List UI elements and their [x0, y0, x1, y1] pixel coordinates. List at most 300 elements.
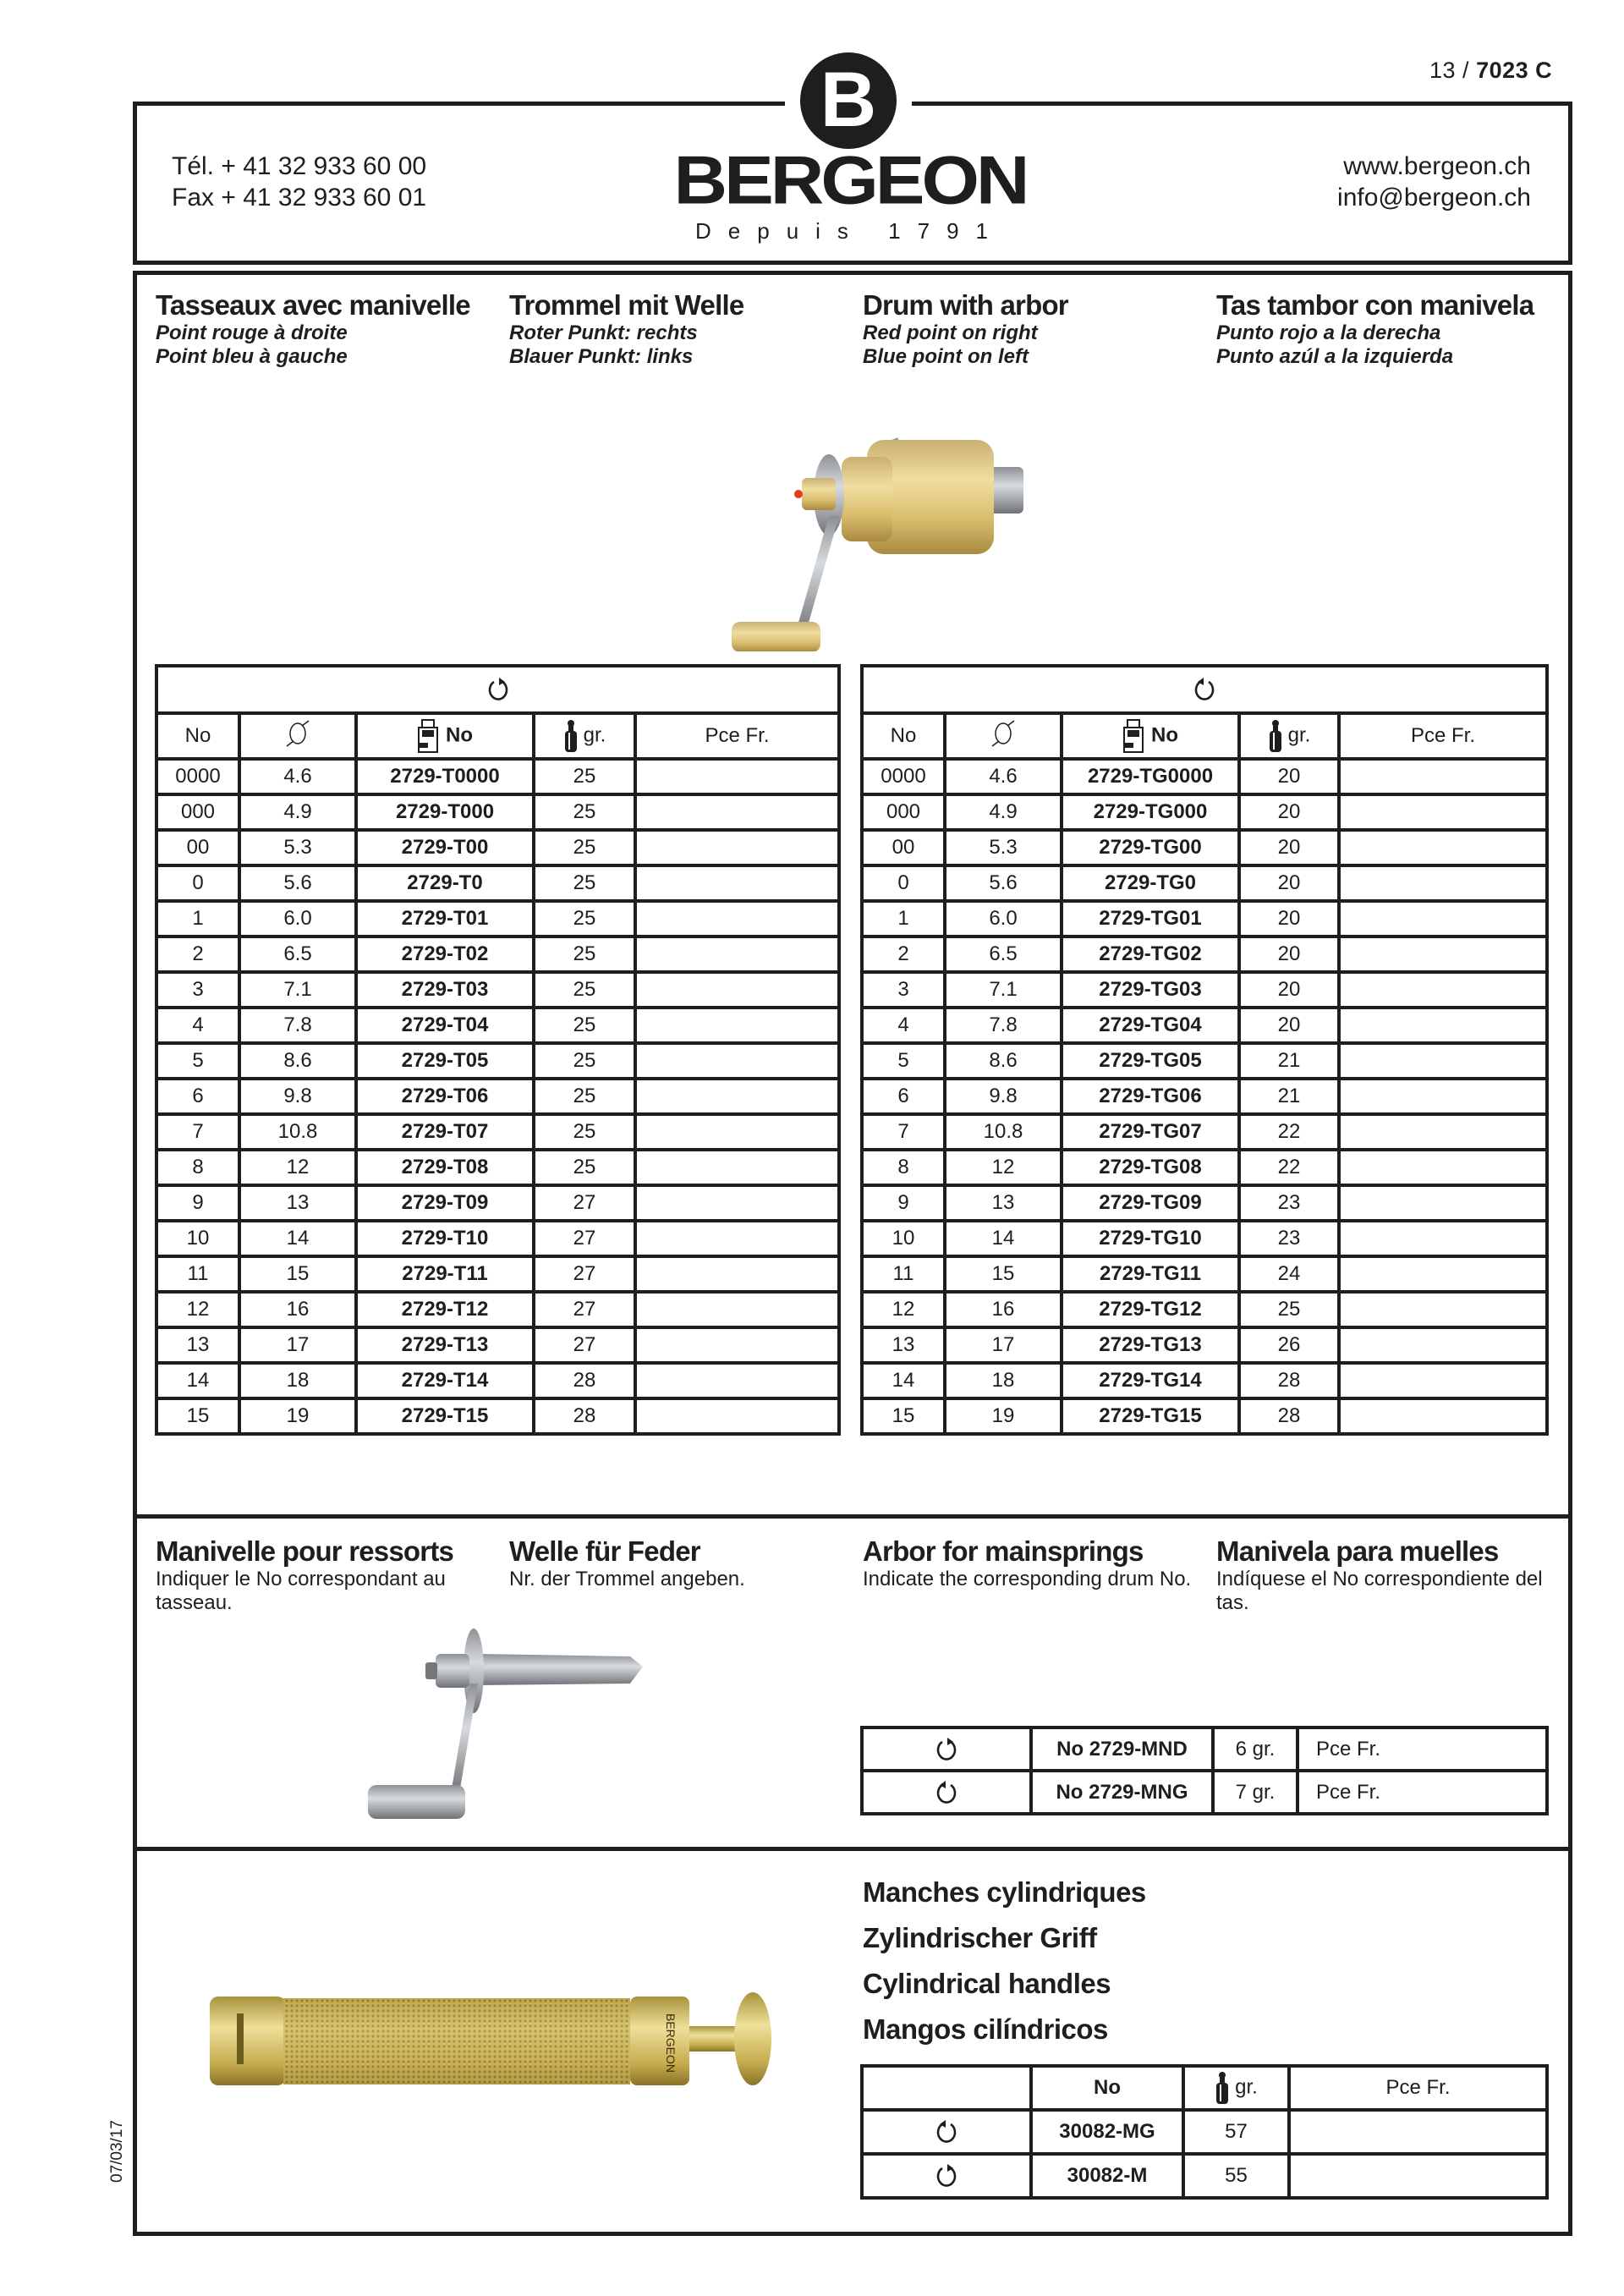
cylindrical-handle-image: [203, 1988, 795, 2106]
price-cell[interactable]: [1339, 865, 1547, 901]
diameter-value: 7.1: [239, 972, 356, 1008]
header-diameter: [239, 713, 356, 759]
weight-value: 25: [534, 937, 635, 972]
weight-value: 55: [1183, 2154, 1289, 2198]
weight-value: 20: [1239, 1008, 1339, 1043]
weight-value: 25: [534, 1043, 635, 1079]
section2-title-es: Manivela para muelles: [1216, 1535, 1499, 1567]
row-no: 5: [862, 1043, 945, 1079]
weight-value: 28: [534, 1363, 635, 1398]
row-no: 14: [862, 1363, 945, 1398]
table-row: [862, 794, 1547, 830]
article-code: 2729-T12: [356, 1292, 534, 1327]
row-no: 3: [156, 972, 239, 1008]
weight-value: 27: [534, 1221, 635, 1256]
table-row: [862, 972, 1547, 1008]
weight-value: 27: [534, 1185, 635, 1221]
price-cell[interactable]: [1339, 972, 1547, 1008]
price-cell[interactable]: Pce Fr.: [1298, 1727, 1547, 1771]
contact-web-block: [1337, 151, 1531, 213]
table-row: [156, 1079, 839, 1114]
price-cell[interactable]: Pce Fr.: [1298, 1771, 1547, 1814]
table-row: [156, 937, 839, 972]
article-code: 2729-TG0: [1062, 865, 1239, 901]
weight-value: 20: [1239, 937, 1339, 972]
article-code: 2729-TG000: [1062, 794, 1239, 830]
section2-title-de: Welle für Feder: [509, 1535, 700, 1567]
table-row: [156, 972, 839, 1008]
email-link[interactable]: info@bergeon.ch: [1337, 184, 1531, 211]
weight-value: 25: [1239, 1292, 1339, 1327]
section1-col-es: [1216, 289, 1533, 369]
section1-line1-fr: Point rouge à droite: [156, 321, 348, 344]
article-code: 2729-T0: [356, 865, 534, 901]
section3-title-es: Mangos cilíndricos: [863, 2013, 1108, 2045]
diameter-value: 12: [239, 1150, 356, 1185]
price-cell[interactable]: [1339, 759, 1547, 794]
price-cell[interactable]: [1339, 901, 1547, 937]
diameter-icon: [989, 719, 1018, 748]
article-code: 2729-T11: [356, 1256, 534, 1292]
diameter-value: 10.8: [239, 1114, 356, 1150]
header-article-no: [1062, 713, 1239, 759]
fax-number: Fax + 41 32 933 60 01: [172, 184, 427, 211]
article-code: 2729-TG02: [1062, 937, 1239, 972]
price-cell[interactable]: [635, 1150, 839, 1185]
direction-cell: [862, 1771, 1031, 1814]
article-code: 2729-TG11: [1062, 1256, 1239, 1292]
price-cell[interactable]: [635, 759, 839, 794]
price-cell[interactable]: [635, 1221, 839, 1256]
weight-value: 23: [1239, 1221, 1339, 1256]
drum-table-clockwise: [155, 664, 841, 1436]
table-row: [156, 1398, 839, 1434]
weight-icon: [563, 719, 579, 753]
header-price: Pce Fr.: [635, 713, 839, 759]
diameter-value: 4.9: [239, 794, 356, 830]
header-weight-label: gr.: [1287, 723, 1311, 747]
row-no: 000: [156, 794, 239, 830]
weight-value: 57: [1183, 2110, 1289, 2154]
header-diameter: [945, 713, 1062, 759]
diameter-value: 7.1: [945, 972, 1062, 1008]
table-title-row: [156, 666, 839, 713]
price-cell[interactable]: [1339, 1150, 1547, 1185]
weight-value: 6 gr.: [1213, 1727, 1298, 1771]
diameter-value: 17: [239, 1327, 356, 1363]
price-cell[interactable]: [1339, 830, 1547, 865]
section1-col-fr: [156, 289, 470, 369]
article-code: 2729-T02: [356, 937, 534, 972]
article-code: 2729-T0000: [356, 759, 534, 794]
article-code: 2729-T000: [356, 794, 534, 830]
price-cell[interactable]: [1339, 1256, 1547, 1292]
price-cell[interactable]: [1339, 937, 1547, 972]
table-row: [862, 2154, 1547, 2198]
weight-icon: [1215, 2071, 1230, 2105]
table-row: [862, 937, 1547, 972]
diameter-value: 19: [239, 1398, 356, 1434]
diameter-value: 6.0: [239, 901, 356, 937]
row-no: 2: [156, 937, 239, 972]
header-no: No: [156, 713, 239, 759]
table-row: [156, 1292, 839, 1327]
row-no: 14: [156, 1363, 239, 1398]
row-no: 9: [862, 1185, 945, 1221]
row-no: 12: [862, 1292, 945, 1327]
weight-value: 23: [1239, 1185, 1339, 1221]
phone-number: Tél. + 41 32 933 60 00: [172, 152, 427, 180]
weight-value: 25: [534, 759, 635, 794]
section3-title-en: Cylindrical handles: [863, 1968, 1111, 1999]
diameter-value: 6.5: [945, 937, 1062, 972]
counterclockwise-arrow-icon: [935, 1780, 958, 1805]
article-code: 2729-T04: [356, 1008, 534, 1043]
article-code: 30082-M: [1031, 2154, 1183, 2198]
weight-value: 25: [534, 1008, 635, 1043]
weight-value: 27: [534, 1256, 635, 1292]
row-no: 6: [862, 1079, 945, 1114]
diameter-value: 5.3: [239, 830, 356, 865]
weight-value: 28: [1239, 1363, 1339, 1398]
counterclockwise-arrow-icon: [935, 2119, 958, 2145]
diameter-value: 7.8: [239, 1008, 356, 1043]
diameter-value: 4.6: [945, 759, 1062, 794]
counterclockwise-arrow-icon: [1193, 677, 1216, 702]
price-cell[interactable]: [1339, 1292, 1547, 1327]
table-row: [156, 1114, 839, 1150]
article-code: 2729-TG08: [1062, 1150, 1239, 1185]
table-row: [862, 1398, 1547, 1434]
diameter-value: 7.8: [945, 1008, 1062, 1043]
row-no: 7: [862, 1114, 945, 1150]
section2-title-en: Arbor for mainsprings: [863, 1535, 1144, 1567]
section1-title-de: Trommel mit Welle: [509, 289, 744, 321]
price-cell[interactable]: [635, 865, 839, 901]
header-price: Pce Fr.: [1289, 2066, 1547, 2110]
row-no: 1: [156, 901, 239, 937]
article-code: 2729-TG0000: [1062, 759, 1239, 794]
diameter-value: 18: [945, 1363, 1062, 1398]
row-no: 1: [862, 901, 945, 937]
price-cell[interactable]: [1339, 1221, 1547, 1256]
header-price: Pce Fr.: [1339, 713, 1547, 759]
price-cell[interactable]: [635, 1256, 839, 1292]
row-no: 13: [862, 1327, 945, 1363]
direction-cell: [862, 2154, 1031, 2198]
section-divider: [133, 1847, 1572, 1851]
price-cell[interactable]: [1339, 1043, 1547, 1079]
diameter-value: 13: [239, 1185, 356, 1221]
table-row: [862, 901, 1547, 937]
diameter-value: 4.6: [239, 759, 356, 794]
diameter-value: 14: [239, 1221, 356, 1256]
section1-line1-de: Roter Punkt: rechts: [509, 321, 698, 344]
diameter-value: 16: [945, 1292, 1062, 1327]
weight-value: 20: [1239, 972, 1339, 1008]
header-weight: [1183, 2066, 1289, 2110]
table-row: [156, 759, 839, 794]
header-article-no: [356, 713, 534, 759]
price-cell[interactable]: [635, 901, 839, 937]
table-row: [862, 830, 1547, 865]
price-cell[interactable]: [635, 1008, 839, 1043]
price-cell[interactable]: [635, 1363, 839, 1398]
weight-value: 21: [1239, 1079, 1339, 1114]
section1-line2-en: Blue point on left: [863, 345, 1029, 368]
section2-col-en: [863, 1535, 1201, 1591]
section1-line1-en: Red point on right: [863, 321, 1038, 344]
price-cell[interactable]: [635, 1398, 839, 1434]
direction-cell: [862, 666, 1547, 713]
price-cell[interactable]: [1339, 1363, 1547, 1398]
weight-value: 25: [534, 1079, 635, 1114]
article-code: 2729-T09: [356, 1185, 534, 1221]
article-code: 2729-TG10: [1062, 1221, 1239, 1256]
article-code: 2729-T14: [356, 1363, 534, 1398]
row-no: 8: [862, 1150, 945, 1185]
article-code: 2729-T05: [356, 1043, 534, 1079]
table-row: [862, 1043, 1547, 1079]
row-no: 0: [156, 865, 239, 901]
weight-value: 26: [1239, 1327, 1339, 1363]
article-code: No 2729-MND: [1031, 1727, 1213, 1771]
table-row: [862, 1363, 1547, 1398]
article-code: 2729-T03: [356, 972, 534, 1008]
table-row: [862, 1008, 1547, 1043]
section2-text-de: Nr. der Trommel angeben.: [509, 1568, 745, 1590]
article-code: 2729-TG06: [1062, 1079, 1239, 1114]
article-code: 30082-MG: [1031, 2110, 1183, 2154]
diameter-value: 12: [945, 1150, 1062, 1185]
row-no: 00: [862, 830, 945, 865]
diameter-value: 9.8: [239, 1079, 356, 1114]
row-no: 7: [156, 1114, 239, 1150]
weight-value: 25: [534, 972, 635, 1008]
row-no: 12: [156, 1292, 239, 1327]
diameter-icon: [283, 719, 312, 748]
header-no: No: [862, 713, 945, 759]
arbor-for-mainsprings-image: [351, 1616, 656, 1836]
row-no: 15: [862, 1398, 945, 1434]
price-cell[interactable]: [1339, 1114, 1547, 1150]
diameter-value: 10.8: [945, 1114, 1062, 1150]
price-cell[interactable]: [635, 1043, 839, 1079]
weight-value: 27: [534, 1327, 635, 1363]
print-date: 07/03/17: [108, 2120, 126, 2183]
weight-value: 20: [1239, 794, 1339, 830]
logo-letter: B: [820, 57, 877, 143]
weight-value: 20: [1239, 759, 1339, 794]
section1-title-fr: Tasseaux avec manivelle: [156, 289, 470, 321]
clockwise-arrow-icon: [486, 677, 510, 702]
weight-value: 20: [1239, 830, 1339, 865]
diameter-value: 18: [239, 1363, 356, 1398]
article-code: No 2729-MNG: [1031, 1771, 1213, 1814]
weight-value: 28: [1239, 1398, 1339, 1434]
price-cell[interactable]: [1289, 2154, 1547, 2198]
table-row: [862, 2110, 1547, 2154]
table-row: [156, 1221, 839, 1256]
article-code: 2729-T15: [356, 1398, 534, 1434]
table-row: [156, 1008, 839, 1043]
website-link[interactable]: www.bergeon.ch: [1343, 152, 1531, 180]
article-code: 2729-TG04: [1062, 1008, 1239, 1043]
row-no: 000: [862, 794, 945, 830]
table-row: [156, 1256, 839, 1292]
brand-tagline: Depuis 1791: [695, 218, 1005, 244]
article-code: 2729-TG09: [1062, 1185, 1239, 1221]
table-row: [156, 794, 839, 830]
table-row: [156, 1043, 839, 1079]
header-weight-label: gr.: [583, 723, 606, 747]
header-weight: [1239, 713, 1339, 759]
table-header-row: [862, 2066, 1547, 2110]
weight-value: 22: [1239, 1150, 1339, 1185]
table-row: [862, 1327, 1547, 1363]
price-cell[interactable]: [1339, 1398, 1547, 1434]
table-row: [156, 865, 839, 901]
section1-line2-fr: Point bleu à gauche: [156, 345, 348, 368]
price-cell[interactable]: [635, 1079, 839, 1114]
price-cell[interactable]: [1339, 1079, 1547, 1114]
section2-col-es: [1216, 1535, 1555, 1615]
table-header-row: [156, 713, 839, 759]
article-code: 2729-TG12: [1062, 1292, 1239, 1327]
section2-text-es: Indíquese el No correspondiente del tas.: [1216, 1568, 1543, 1614]
article-code: 2729-TG05: [1062, 1043, 1239, 1079]
page-number: 13 /: [1429, 58, 1470, 83]
table-row: [862, 1185, 1547, 1221]
row-no: 4: [156, 1008, 239, 1043]
table-row: [156, 830, 839, 865]
article-code: 2729-T08: [356, 1150, 534, 1185]
header-no: No: [1031, 2066, 1183, 2110]
article-code: 2729-TG07: [1062, 1114, 1239, 1150]
row-no: 9: [156, 1185, 239, 1221]
article-code: 2729-TG15: [1062, 1398, 1239, 1434]
article-code: 2729-T07: [356, 1114, 534, 1150]
header-weight: [534, 713, 635, 759]
weight-value: 25: [534, 830, 635, 865]
price-cell[interactable]: [1339, 1008, 1547, 1043]
page-reference: [1429, 58, 1552, 84]
price-cell[interactable]: [635, 937, 839, 972]
row-no: 5: [156, 1043, 239, 1079]
table-header-row: [862, 713, 1547, 759]
article-code: 2729-T01: [356, 901, 534, 937]
article-code: 2729-TG13: [1062, 1327, 1239, 1363]
price-cell[interactable]: [1289, 2110, 1547, 2154]
table-row: [862, 865, 1547, 901]
row-no: 13: [156, 1327, 239, 1363]
weight-icon: [1268, 719, 1283, 753]
bergeon-logo-icon: [800, 52, 897, 149]
diameter-value: 6.5: [239, 937, 356, 972]
diameter-value: 5.3: [945, 830, 1062, 865]
drum-table-counterclockwise: [860, 664, 1549, 1436]
weight-value: 7 gr.: [1213, 1771, 1298, 1814]
table-row: [862, 1150, 1547, 1185]
table-row: [862, 1771, 1547, 1814]
diameter-value: 6.0: [945, 901, 1062, 937]
section1-col-en: [863, 289, 1068, 369]
price-cell[interactable]: [1339, 1327, 1547, 1363]
diameter-value: 17: [945, 1327, 1062, 1363]
diameter-value: 4.9: [945, 794, 1062, 830]
diameter-value: 16: [239, 1292, 356, 1327]
weight-value: 25: [534, 1150, 635, 1185]
article-code: 2729-T06: [356, 1079, 534, 1114]
table-row: [156, 901, 839, 937]
price-cell[interactable]: [635, 794, 839, 830]
table-row: [862, 759, 1547, 794]
diameter-value: 8.6: [945, 1043, 1062, 1079]
diameter-value: 19: [945, 1398, 1062, 1434]
section2-text-en: Indicate the corresponding drum No.: [863, 1568, 1192, 1590]
article-code: 2729-T10: [356, 1221, 534, 1256]
price-cell[interactable]: [635, 830, 839, 865]
price-cell[interactable]: [1339, 1185, 1547, 1221]
row-no: 15: [156, 1398, 239, 1434]
price-cell[interactable]: [635, 1292, 839, 1327]
article-code: 2729-TG03: [1062, 972, 1239, 1008]
direction-cell: [862, 1727, 1031, 1771]
table-row: [156, 1363, 839, 1398]
article-code: 2729-TG01: [1062, 901, 1239, 937]
row-no: 6: [156, 1079, 239, 1114]
header-direction: [862, 2066, 1031, 2110]
weight-value: 21: [1239, 1043, 1339, 1079]
handle-table: [860, 2064, 1549, 2200]
price-cell[interactable]: [635, 972, 839, 1008]
table-row: [862, 1221, 1547, 1256]
direction-cell: [156, 666, 839, 713]
section1-col-de: [509, 289, 743, 369]
weight-value: 25: [534, 794, 635, 830]
section3-titles: [863, 1870, 1146, 2052]
section-divider: [133, 1514, 1572, 1519]
section1-line2-es: Punto azúl a la izquierda: [1216, 345, 1454, 368]
diameter-value: 15: [239, 1256, 356, 1292]
diameter-value: 13: [945, 1185, 1062, 1221]
price-cell[interactable]: [635, 1114, 839, 1150]
section1-line2-de: Blauer Punkt: links: [509, 345, 694, 368]
table-row: [862, 1292, 1547, 1327]
row-no: 00: [156, 830, 239, 865]
diameter-value: 9.8: [945, 1079, 1062, 1114]
price-cell[interactable]: [1339, 794, 1547, 830]
price-cell[interactable]: [635, 1185, 839, 1221]
self-service-dispenser-icon: [417, 719, 441, 753]
catalog-code: 7023 C: [1476, 58, 1553, 83]
diameter-value: 14: [945, 1221, 1062, 1256]
weight-value: 25: [534, 1114, 635, 1150]
weight-value: 20: [1239, 901, 1339, 937]
article-code: 2729-TG14: [1062, 1363, 1239, 1398]
contact-phone-block: [172, 151, 426, 213]
row-no: 8: [156, 1150, 239, 1185]
section2-col-de: [509, 1535, 848, 1591]
article-code: 2729-TG00: [1062, 830, 1239, 865]
direction-cell: [862, 2110, 1031, 2154]
clockwise-arrow-icon: [935, 1737, 958, 1762]
weight-value: 22: [1239, 1114, 1339, 1150]
price-cell[interactable]: [635, 1327, 839, 1363]
clockwise-arrow-icon: [935, 2163, 958, 2189]
handle-engraving: BERGEON: [664, 2013, 678, 2074]
diameter-value: 8.6: [239, 1043, 356, 1079]
